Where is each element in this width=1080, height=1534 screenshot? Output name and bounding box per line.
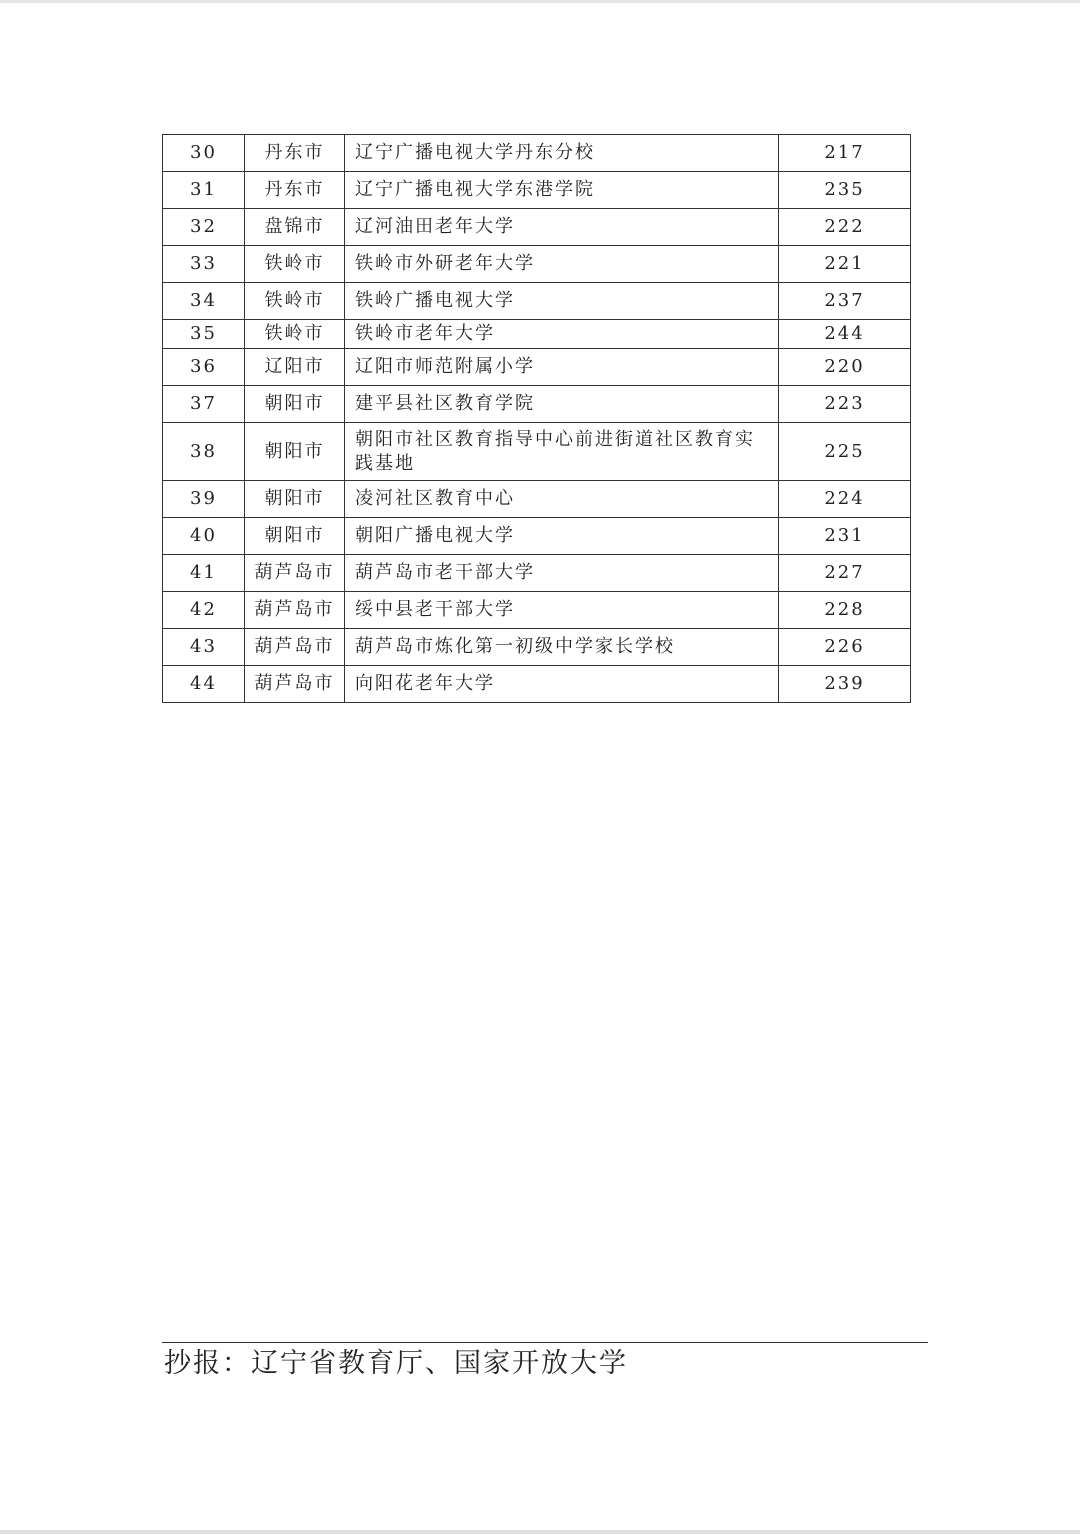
row-number: 44 <box>163 666 245 703</box>
page-bottom-edge <box>0 1530 1080 1534</box>
row-code: 227 <box>779 555 911 592</box>
row-number: 40 <box>163 518 245 555</box>
row-number: 42 <box>163 592 245 629</box>
row-institution-name: 铁岭市外研老年大学 <box>345 246 779 283</box>
table-row <box>163 349 911 386</box>
row-number: 39 <box>163 481 245 518</box>
row-code: 228 <box>779 592 911 629</box>
table-row <box>163 518 911 555</box>
row-code: 220 <box>779 349 911 386</box>
row-institution-name: 葫芦岛市炼化第一初级中学家长学校 <box>345 629 779 666</box>
table-row <box>163 423 911 481</box>
table-row <box>163 172 911 209</box>
row-institution-name: 绥中县老干部大学 <box>345 592 779 629</box>
table-row <box>163 666 911 703</box>
row-institution-name: 凌河社区教育中心 <box>345 481 779 518</box>
row-number: 41 <box>163 555 245 592</box>
row-institution-name: 向阳花老年大学 <box>345 666 779 703</box>
row-city: 朝阳市 <box>245 481 345 518</box>
page-top-edge <box>0 0 1080 3</box>
row-institution-name: 辽阳市师范附属小学 <box>345 349 779 386</box>
footer-divider <box>162 1342 928 1343</box>
row-number: 34 <box>163 283 245 320</box>
row-city: 葫芦岛市 <box>245 666 345 703</box>
table-row <box>163 592 911 629</box>
row-institution-name: 朝阳广播电视大学 <box>345 518 779 555</box>
row-city: 辽阳市 <box>245 349 345 386</box>
row-institution-name: 辽宁广播电视大学丹东分校 <box>345 135 779 172</box>
table-row <box>163 246 911 283</box>
row-code: 244 <box>779 320 911 349</box>
row-city: 丹东市 <box>245 135 345 172</box>
row-number: 35 <box>163 320 245 349</box>
table-row <box>163 135 911 172</box>
row-number: 37 <box>163 386 245 423</box>
table-row <box>163 209 911 246</box>
row-code: 221 <box>779 246 911 283</box>
row-code: 224 <box>779 481 911 518</box>
row-number: 38 <box>163 423 245 481</box>
row-city: 铁岭市 <box>245 246 345 283</box>
row-code: 223 <box>779 386 911 423</box>
row-code: 225 <box>779 423 911 481</box>
table-row <box>163 283 911 320</box>
school-list-table <box>162 134 911 703</box>
row-institution-name: 朝阳市社区教育指导中心前进街道社区教育实践基地 <box>345 423 779 481</box>
row-code: 222 <box>779 209 911 246</box>
row-number: 33 <box>163 246 245 283</box>
row-code: 217 <box>779 135 911 172</box>
table-row <box>163 481 911 518</box>
row-code: 239 <box>779 666 911 703</box>
row-institution-name: 辽宁广播电视大学东港学院 <box>345 172 779 209</box>
table-row <box>163 629 911 666</box>
row-institution-name: 铁岭市老年大学 <box>345 320 779 349</box>
row-code: 231 <box>779 518 911 555</box>
row-code: 226 <box>779 629 911 666</box>
row-city: 朝阳市 <box>245 386 345 423</box>
table-row <box>163 555 911 592</box>
row-code: 237 <box>779 283 911 320</box>
row-city: 盘锦市 <box>245 209 345 246</box>
table-row <box>163 386 911 423</box>
row-number: 30 <box>163 135 245 172</box>
row-city: 葫芦岛市 <box>245 629 345 666</box>
row-institution-name: 铁岭广播电视大学 <box>345 283 779 320</box>
row-number: 31 <box>163 172 245 209</box>
row-city: 丹东市 <box>245 172 345 209</box>
row-city: 葫芦岛市 <box>245 592 345 629</box>
row-city: 朝阳市 <box>245 423 345 481</box>
row-institution-name: 建平县社区教育学院 <box>345 386 779 423</box>
cc-recipients-line: 抄报：辽宁省教育厅、国家开放大学 <box>164 1348 628 1379</box>
row-institution-name: 辽河油田老年大学 <box>345 209 779 246</box>
row-city: 铁岭市 <box>245 320 345 349</box>
row-number: 36 <box>163 349 245 386</box>
table-row <box>163 320 911 349</box>
row-city: 葫芦岛市 <box>245 555 345 592</box>
row-code: 235 <box>779 172 911 209</box>
row-institution-name: 葫芦岛市老干部大学 <box>345 555 779 592</box>
row-city: 铁岭市 <box>245 283 345 320</box>
row-number: 32 <box>163 209 245 246</box>
row-city: 朝阳市 <box>245 518 345 555</box>
row-number: 43 <box>163 629 245 666</box>
